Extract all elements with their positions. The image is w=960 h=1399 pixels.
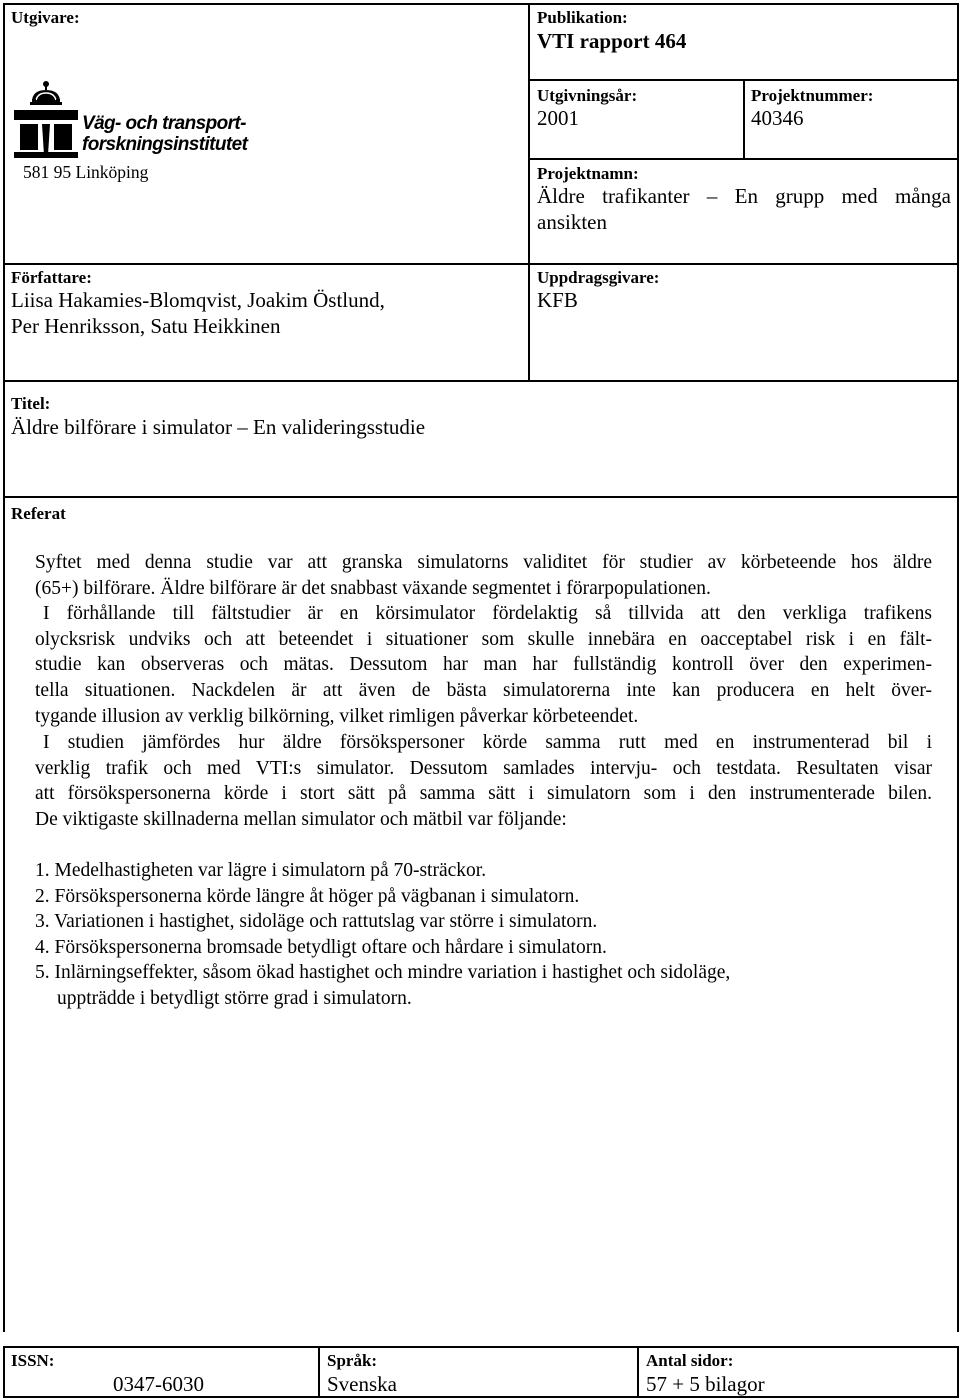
- abstract-line: olycksrisk undviks och att beteendet i situationer som skulle innebära en oacceptabel risk i en fält-: [35, 628, 932, 650]
- client-label: Uppdragsgivare:: [537, 268, 660, 287]
- divider-year: [528, 158, 958, 160]
- findings-list: [35, 858, 730, 1011]
- pages-label: Antal sidor:: [646, 1351, 734, 1370]
- issn-label: ISSN:: [11, 1351, 55, 1370]
- divider-authors: [3, 380, 959, 382]
- list-item: 5. Inlärningseffekter, såsom ökad hastighet och mindre variation i hastighet och sidoläge,: [35, 962, 731, 983]
- client-value: KFB: [537, 288, 578, 312]
- project-name-word: grupp: [775, 184, 825, 208]
- abstract-line: studie kan observeras och mätas. Dessutom har man har fullständig kontroll över den experimen-: [35, 654, 932, 676]
- list-item: 3. Variationen i hastighet, sidoläge och rattutslag var större i simulatorn.: [35, 911, 598, 932]
- year-label: Utgivningsår:: [537, 86, 638, 105]
- language-label: Språk:: [327, 1351, 378, 1370]
- project-name-label: Projektnamn:: [537, 164, 639, 183]
- project-number-value: 40346: [751, 106, 804, 130]
- abstract-line: (65+) bilförare. Äldre bilförare är det snabbast växande segmentet i förarpopulationen.: [35, 577, 711, 599]
- abstract-line: Syftet med denna studie var att granska simulatorns validitet för studier av körbeteende hos äldre: [35, 552, 932, 573]
- abstract-line: tygande illusion av verklig bilkörning, vilket rimligen påverkar körbeteendet.: [35, 705, 639, 727]
- abstract-line: verklig trafik och med VTI:s simulator. Dessutom samlades intervju- och testdata. Resultaten visar: [35, 757, 932, 779]
- divider-header: [3, 263, 959, 265]
- abstract-line: De viktigaste skillnaderna mellan simulator och mätbil var följande:: [35, 809, 567, 831]
- year-value: 2001: [537, 106, 579, 130]
- abstract-line: I studien jämfördes hur äldre försökspersoner körde samma rutt med en instrumenterad bil i: [43, 732, 932, 753]
- project-name-word: många: [894, 184, 951, 208]
- project-name-word: med: [841, 184, 878, 208]
- authors-line2: Per Henriksson, Satu Heikkinen: [11, 314, 281, 338]
- project-name-word: –: [706, 184, 718, 208]
- divider-authors-client: [528, 263, 530, 382]
- authors-line1: Liisa Hakamies-Blomqvist, Joakim Östlund,: [11, 288, 385, 312]
- project-name-word: trafikanter: [602, 184, 690, 208]
- project-name-word: En: [734, 184, 758, 208]
- abstract-paragraph-1: [35, 550, 932, 601]
- abstract-line: tella situationen. Nackdelen är att även de bästa simulatorerna inte kan producera en helt över-: [35, 680, 932, 702]
- footer-divider-2: [637, 1346, 639, 1398]
- vti-logo: [14, 80, 248, 160]
- abstract-line: I förhållande till fältstudier är en körsimulator fördelaktig så tillvida att den verkliga trafikens: [43, 603, 932, 624]
- pages-value: 57 + 5 bilagor: [646, 1372, 765, 1396]
- publisher-address: 581 95 Linköping: [23, 162, 149, 182]
- list-item: 4. Försökspersonerna bromsade betydligt oftare och hårdare i simulatorn.: [35, 936, 607, 958]
- language-value: Svenska: [327, 1372, 397, 1396]
- project-name-line1: [537, 183, 951, 209]
- title-label: Titel:: [11, 394, 51, 413]
- divider-year-project: [743, 79, 745, 160]
- project-name-line2: ansikten: [537, 210, 607, 234]
- publisher-label: Utgivare:: [11, 8, 80, 27]
- project-name-word: Äldre: [537, 184, 585, 208]
- column-divider: [528, 3, 530, 265]
- publication-label: Publikation:: [537, 8, 628, 27]
- title-value: Äldre bilförare i simulator – En valideringsstudie: [11, 415, 426, 439]
- abstract-label: Referat: [11, 504, 66, 523]
- abstract-paragraph-3: [35, 730, 932, 833]
- authors-label: Författare:: [11, 268, 92, 287]
- project-number-label: Projektnummer:: [751, 86, 874, 105]
- issn-value: 0347-6030: [113, 1372, 204, 1396]
- publication-value: VTI rapport 464: [537, 29, 687, 53]
- abstract-paragraph-2: [35, 601, 932, 730]
- list-item: 2. Försökspersonerna körde längre åt höger på vägbanan i simulatorn.: [35, 885, 580, 907]
- list-item-continuation: uppträdde i betydligt större grad i simulatorn.: [57, 987, 412, 1009]
- abstract-line: att försökspersonerna körde i stort sätt på samma sätt i simulatorn som i den instrumenterade bilen.: [35, 783, 932, 805]
- footer-divider-1: [318, 1346, 320, 1398]
- logo-text-line1: Väg- och transport-: [82, 113, 246, 134]
- list-item: 1. Medelhastigheten var lägre i simulatorn på 70-sträckor.: [35, 860, 487, 881]
- logo-text-line2: forskningsinstitutet: [82, 134, 248, 155]
